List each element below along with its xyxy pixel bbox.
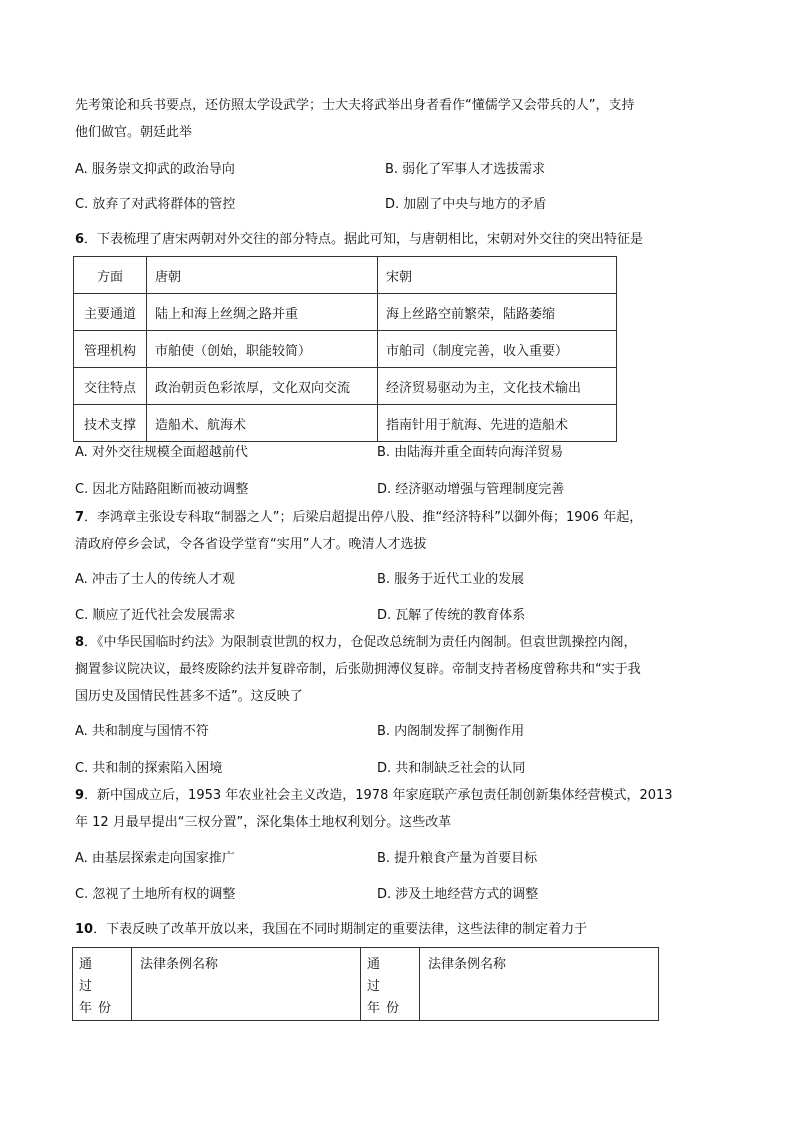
table-cell: 海上丝路空前繁荣，陆路萎缩 xyxy=(378,294,617,331)
q5-option-d: D. 加剧了中央与地方的矛盾 xyxy=(385,197,547,212)
q8-stem-line-3: 国历史及国情民性甚多不适”。这反映了 xyxy=(75,689,303,704)
q8-stem-text: ．《中华民国临时约法》为限制袁世凯的权力，仓促改总统制为责任内阁制。但袁世凯操控内阁， xyxy=(84,635,637,650)
q8-option-a: A. 共和制度与国情不符 xyxy=(75,724,209,739)
q7-option-d: D. 瓦解了传统的教育体系 xyxy=(377,608,526,623)
q5-option-a: A. 服务崇文抑武的政治导向 xyxy=(75,162,235,177)
table-row xyxy=(73,948,659,1021)
table-cell: 指南针用于航海、先进的造船术 xyxy=(378,405,617,442)
q9-option-b: B. 提升粮食产量为首要目标 xyxy=(377,851,538,866)
q8-option-c: C. 共和制的探索陷入困境 xyxy=(75,761,223,776)
table-cell: 政治朝贡色彩浓厚，文化双向交流 xyxy=(147,368,378,405)
table-row xyxy=(74,368,617,405)
q7-option-c: C. 顺应了近代社会发展需求 xyxy=(75,608,236,623)
table-cell: 技术支撑 xyxy=(74,405,147,442)
table-header: 法律条例名称 xyxy=(132,948,361,1021)
q8-option-b: B. 内阁制发挥了制衡作用 xyxy=(377,724,525,739)
q6-number: 6 xyxy=(75,232,85,247)
table-cell: 主要通道 xyxy=(74,294,147,331)
q6-option-b: B. 由陆海并重全面转向海洋贸易 xyxy=(377,445,564,460)
table-header: 通 过 年份 xyxy=(361,948,420,1021)
table-row xyxy=(74,405,617,442)
q9-stem-text: ．新中国成立后，1953 年农业社会主义改造，1978 年家庭联产承包责任制创新集体经营模式，2013 xyxy=(84,788,673,803)
q9-stem-line-1 xyxy=(75,787,673,805)
q7-option-a: A. 冲击了士人的传统人才观 xyxy=(75,572,235,587)
table-cell: 陆上和海上丝绸之路并重 xyxy=(147,294,378,331)
table-cell: 管理机构 xyxy=(74,331,147,368)
q6-table xyxy=(73,256,617,442)
q8-option-d: D. 共和制缺乏社会的认同 xyxy=(377,761,526,776)
table-cell: 造船术、航海术 xyxy=(147,405,378,442)
q8-stem-line-1 xyxy=(75,634,637,652)
q9-option-a: A. 由基层探索走向国家推广 xyxy=(75,851,235,866)
q6-option-d: D. 经济驱动增强与管理制度完善 xyxy=(377,482,565,497)
q6-stem xyxy=(75,231,643,249)
table-row xyxy=(74,331,617,368)
q8-stem-line-2: 搁置参议院决议，最终废除约法并复辟帝制，后张勋拥溥仪复辟。帝制支持者杨度曾称共和“实于我 xyxy=(75,662,641,677)
q5-option-c: C. 放弃了对武将群体的管控 xyxy=(75,197,236,212)
q7-stem-line-2: 清政府停乡会试，令各省设学堂育“实用”人才。晚清人才选拔 xyxy=(75,537,427,552)
q9-stem-line-2: 年 12 月最早提出“三权分置”，深化集体土地权利划分。这些改革 xyxy=(75,815,452,830)
q6-stem-text: ．下表梳理了唐宋两朝对外交往的部分特点。据此可知，与唐朝相比，宋朝对外交往的突出特征是 xyxy=(84,232,644,247)
q10-stem-text: ．下表反映了改革开放以来，我国在不同时期制定的重要法律，这些法律的制定着力于 xyxy=(93,922,588,937)
q10-stem xyxy=(75,921,587,939)
q5-stem-line-2: 他们做官。朝廷此举 xyxy=(75,125,193,140)
table-header: 法律条例名称 xyxy=(420,948,659,1021)
table-row xyxy=(74,294,617,331)
table-header: 唐朝 xyxy=(147,257,378,294)
table-cell: 市舶司（制度完善，收入重要） xyxy=(378,331,617,368)
table-header: 通 过 年份 xyxy=(73,948,132,1021)
q5-option-b: B. 弱化了军事人才选拔需求 xyxy=(385,162,546,177)
q7-number: 7 xyxy=(75,510,85,525)
q10-number: 10 xyxy=(75,922,94,937)
q5-stem-line-1: 先考策论和兵书要点，还仿照太学设武学；士大夫将武举出身者看作“懂儒学又会带兵的人”，支持 xyxy=(75,98,635,113)
q6-option-c: C. 因北方陆路阻断而被动调整 xyxy=(75,482,249,497)
q10-table xyxy=(72,947,659,1021)
q7-stem-line-1 xyxy=(75,509,642,527)
table-cell: 市舶使（创始，职能较简） xyxy=(147,331,378,368)
table-cell: 经济贸易驱动为主，文化技术输出 xyxy=(378,368,617,405)
q9-number: 9 xyxy=(75,788,85,803)
q8-number: 8 xyxy=(75,635,85,650)
q9-option-d: D. 涉及土地经营方式的调整 xyxy=(377,887,539,902)
q9-option-c: C. 忽视了土地所有权的调整 xyxy=(75,887,236,902)
q6-option-a: A. 对外交往规模全面超越前代 xyxy=(75,445,248,460)
table-cell: 交往特点 xyxy=(74,368,147,405)
q7-option-b: B. 服务于近代工业的发展 xyxy=(377,572,525,587)
table-header: 方面 xyxy=(74,257,147,294)
q7-stem-text: ．李鸿章主张设专科取“制器之人”；后梁启超提出停八股、推“经济特科”以御外侮；1906 年起， xyxy=(84,510,643,525)
table-row xyxy=(74,257,617,294)
table-header: 宋朝 xyxy=(378,257,617,294)
